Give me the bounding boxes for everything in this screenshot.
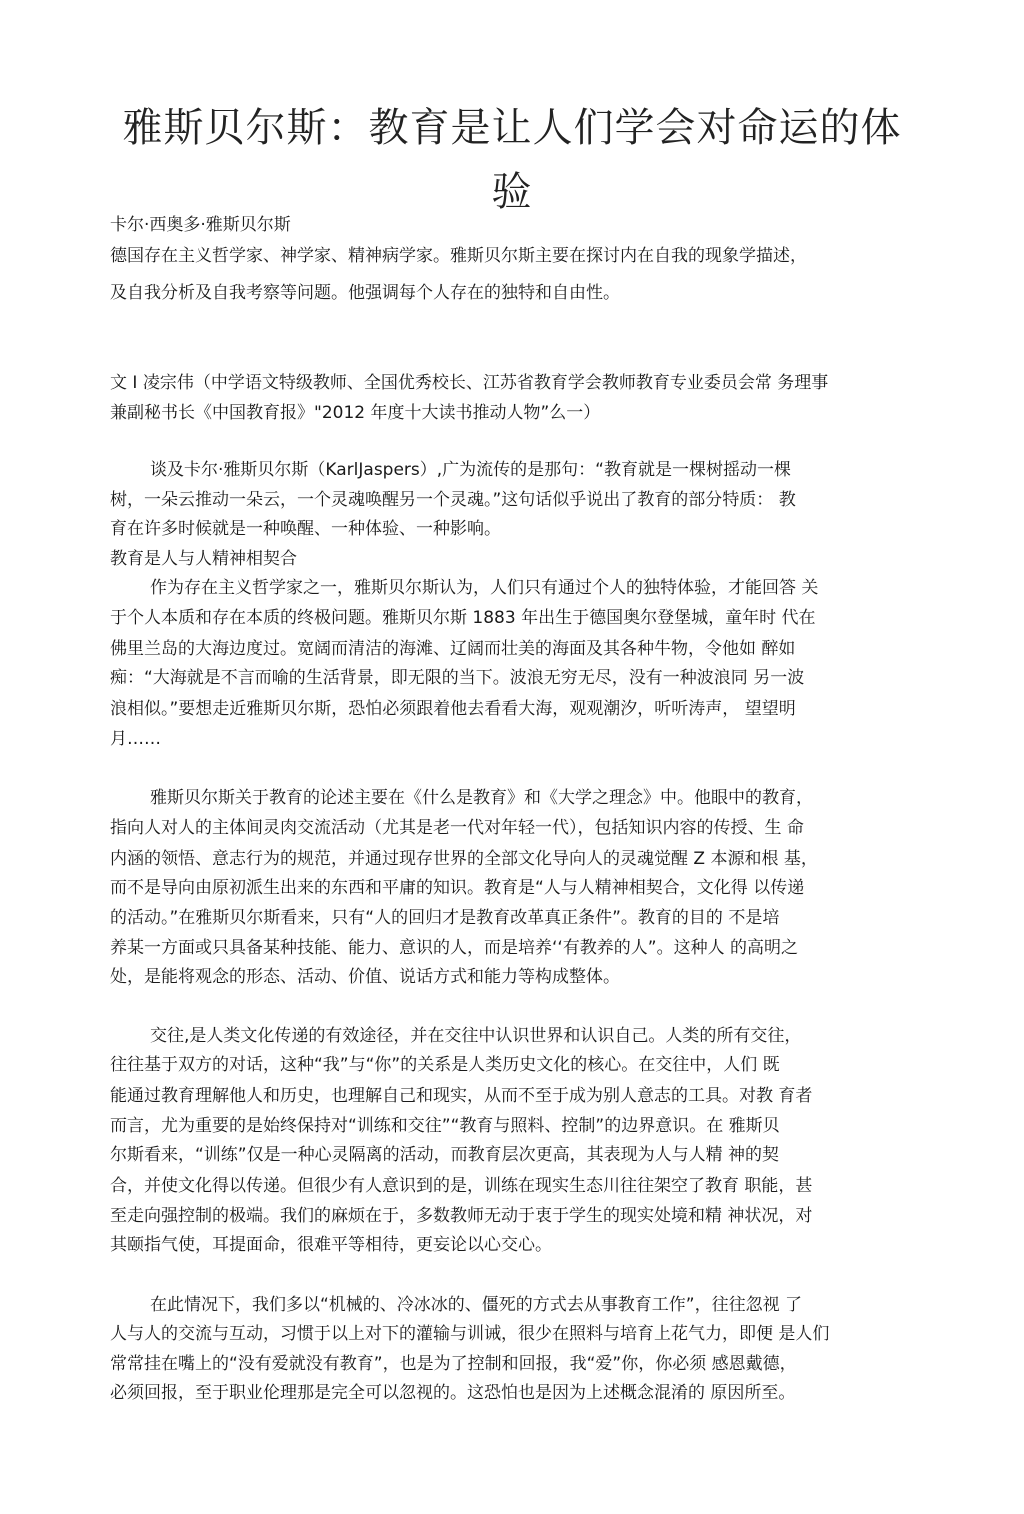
paragraph-line: 常常挂在嘴上的“没有爱就没有教育”，也是为了控制和回报，我“爱”你，你必须 感恩戴德，: [110, 1354, 797, 1374]
paragraph-line: 月……: [110, 729, 161, 749]
paragraph-line: 树，一朵云推动一朵云，一个灵魂唤醒另一个灵魂。”这句话似乎说出了教育的部分特质： 教: [110, 490, 796, 510]
byline-line: 文 I 凌宗伟（中学语文特级教师、全国优秀校长、江苏省教育学会教师教育专业委员会常 务理事: [110, 373, 829, 393]
paragraph-line: 而言，尤为重要的是始终保持对“训练和交往”“教育与照料、控制”的边界意识。在 雅斯贝: [110, 1116, 780, 1136]
paragraph-line: 必须回报，至于职业伦理那是完全可以忽视的。这恐怕也是因为上述概念混淆的 原因所至。: [110, 1383, 796, 1403]
author-bio-line: 及自我分析及自我考察等问题。他强调每个人存在的独特和自由性。: [110, 283, 620, 303]
paragraph-line: 佛里兰岛的大海边度过。宽阔而清洁的海滩、辽阔而壮美的海面及其各种牛物，令他如 醉如: [110, 639, 796, 659]
author-bio-line: 德国存在主义哲学家、神学家、精神病学家。雅斯贝尔斯主要在探讨内在自我的现象学描述，: [110, 246, 807, 266]
paragraph-line: 交往,是人类文化传递的有效途径，并在交往中认识世界和认识自己。人类的所有交往，: [150, 1026, 802, 1046]
paragraph-line: 而不是导向由原初派生出来的东西和平庸的知识。教育是“人与人精神相契合，文化得 以传递: [110, 878, 805, 898]
paragraph-line: 痴：“大海就是不言而喻的生活背景，即无限的当下。波浪无穷无尽，没有一种波浪同 另一波: [110, 668, 805, 688]
paragraph-line: 处，是能将观念的形态、活动、价值、说话方式和能力等构成整体。: [110, 967, 620, 987]
paragraph-line: 于个人本质和存在本质的终极问题。雅斯贝尔斯 1883 年出生于德国奥尔登堡城，童年时 代在: [110, 608, 816, 628]
paragraph-line: 养某一方面或只具备某种技能、能力、意识的人，而是培养‘‘有教养的人”。这种人 的高明之: [110, 938, 799, 958]
article-title-line-2: 验: [491, 169, 533, 215]
paragraph-line: 浪相似。”要想走近雅斯贝尔斯，恐怕必须跟着他去看看大海，观观潮汐，听听涛声， 望望明: [110, 699, 796, 719]
byline-line: 兼副秘书长《中国教育报》"2012 年度十大读书推动人物”么一）: [110, 403, 601, 423]
author-name: 卡尔·西奥多·雅斯贝尔斯: [110, 215, 291, 235]
paragraph-line: 在此情况下，我们多以“机械的、冷冰冰的、僵死的方式去从事教育工作”，往往忽视 了: [150, 1295, 803, 1315]
paragraph-line: 往往基于双方的对话，这种“我”与“你”的关系是人类历史文化的核心。在交往中，人们 既: [110, 1055, 780, 1075]
paragraph-line: 雅斯贝尔斯关于教育的论述主要在《什么是教育》和《大学之理念》中。他眼中的教育，: [150, 788, 813, 808]
section-heading: 教育是人与人精神相契合: [110, 549, 297, 569]
paragraph-line: 尔斯看来，“训练”仅是一种心灵隔离的活动，而教育层次更高，其表现为人与人精 神的契: [110, 1145, 780, 1165]
paragraph-line: 内涵的领悟、意志行为的规范，并通过现存世界的全部文化导向人的灵魂觉醒 Z 本源和根 基，: [110, 849, 818, 869]
paragraph-line: 育在许多时候就是一种唤醒、一种体验、一种影响。: [110, 519, 501, 539]
paragraph-line: 指向人对人的主体间灵肉交流活动（尤其是老一代对年轻一代），包括知识内容的传授、生 命: [110, 818, 804, 838]
paragraph-line: 人与人的交流与互动，习惯于以上对下的灌输与训诫，很少在照料与培育上花气力，即便 是人们: [110, 1324, 830, 1344]
paragraph-line: 谈及卡尔·雅斯贝尔斯（KarlJaspers）,广为流传的是那句：“教育就是一棵树摇动一棵: [150, 460, 791, 480]
paragraph-line: 的活动。”在雅斯贝尔斯看来，只有“人的回归才是教育改革真正条件”。教育的目的 不是培: [110, 908, 780, 928]
paragraph-line: 能通过教育理解他人和历史，也理解自己和现实，从而不至于成为别人意志的工具。对教 育者: [110, 1086, 813, 1106]
paragraph-line: 至走向强控制的极端。我们的麻烦在于，多数教师无动于衷于学生的现实处境和精 神状况，对: [110, 1206, 813, 1226]
article-title: [110, 96, 914, 224]
article-title-line-1: 雅斯贝尔斯：教育是让人们学会对命运的体: [122, 105, 902, 151]
paragraph-line: 合，并使文化得以传递。但很少有人意识到的是，训练在现实生态川往往架空了教育 职能，甚: [110, 1176, 813, 1196]
paragraph-line: 其颐指气使，耳提面命，很难平等相待，更妄论以心交心。: [110, 1235, 552, 1255]
paragraph-line: 作为存在主义哲学家之一，雅斯贝尔斯认为，人们只有通过个人的独特体验，才能回答 关: [150, 578, 819, 598]
